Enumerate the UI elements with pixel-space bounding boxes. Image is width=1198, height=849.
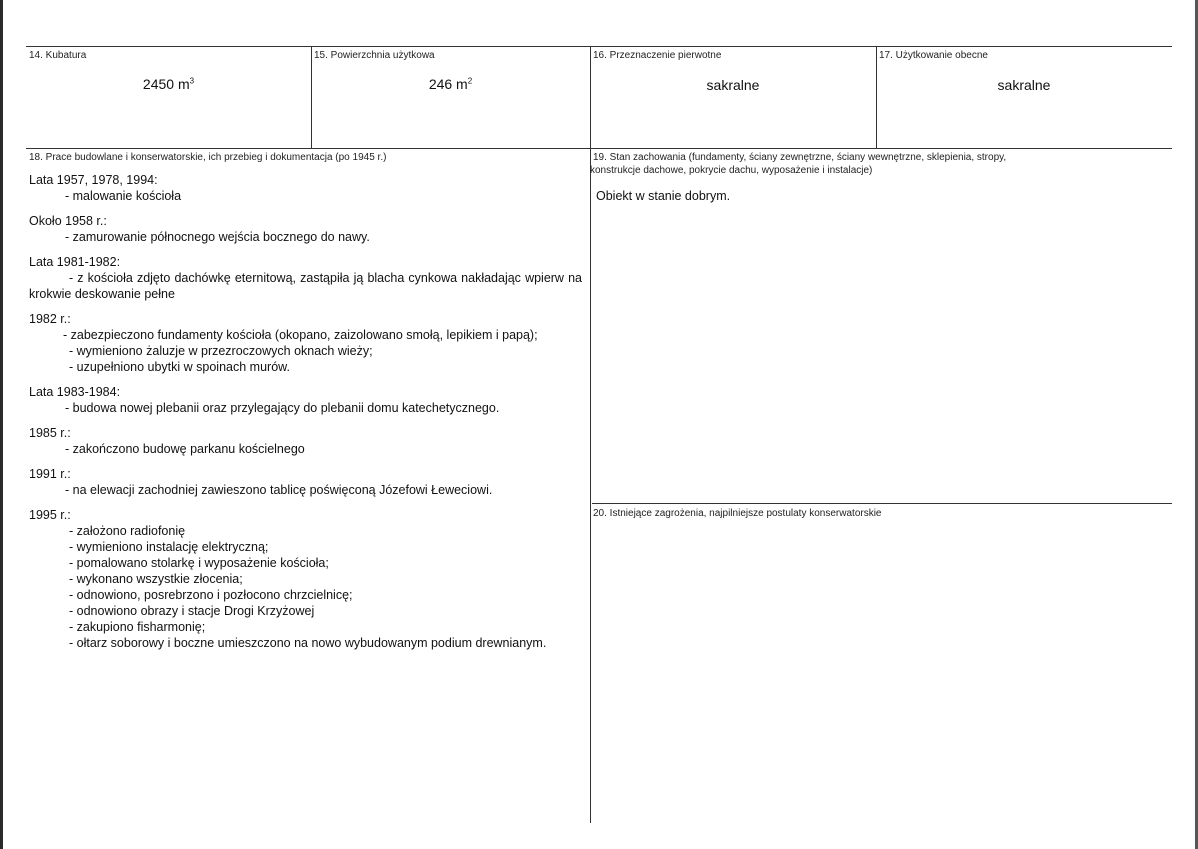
field-15-value <box>311 76 590 92</box>
entry-item: - wymieniono instalację elektryczną; <box>69 540 269 554</box>
entry-item: - malowanie kościoła <box>65 189 182 203</box>
entry-item: - pomalowano stolarkę i wyposażenie kościoła; <box>69 556 329 570</box>
field-19-label <box>590 151 1007 177</box>
kubatura-value: 2450 m <box>142 76 190 92</box>
entry-date: 1985 r.: <box>29 426 71 440</box>
entry-date: Około 1958 r.: <box>29 214 107 228</box>
field-20-label: 20. Istniejące zagrożenia, najpilniejsze postulaty konserwatorskie <box>593 508 882 519</box>
scan-edge-left <box>0 0 3 849</box>
entry-date: Lata 1983-1984: <box>29 385 121 399</box>
entry-item: - budowa nowej plebanii oraz przylegający do plebanii domu katechetycznego. <box>65 401 500 415</box>
entry-item: - uzupełniono ubytki w spoinach murów. <box>69 360 290 374</box>
field-19-value: Obiekt w stanie dobrym. <box>596 189 731 203</box>
entry-item: - odnowiono obrazy i stacje Drogi Krzyżowej <box>69 604 315 618</box>
works-entry <box>29 311 582 375</box>
entry-date: Lata 1981-1982: <box>29 255 121 269</box>
field-16-label: 16. Przeznaczenie pierwotne <box>593 50 722 61</box>
entry-item: - ołtarz soborowy i boczne umieszczono na nowo wybudowanym podium drewnianym. <box>69 636 547 650</box>
entry-date: Lata 1957, 1978, 1994: <box>29 173 158 187</box>
works-list <box>29 172 582 660</box>
entry-item: - założono radiofonię <box>69 524 186 538</box>
field-17-label: 17. Użytkowanie obecne <box>879 50 988 61</box>
entry-item: - wykonano wszystkie złocenia; <box>69 572 243 586</box>
entry-item: - zabezpieczono fundamenty kościoła (okopano, zaizolowano smołą, lepikiem i papą); <box>63 328 538 342</box>
works-entry <box>29 507 582 651</box>
top-rule <box>26 46 1172 47</box>
entry-item: - na elewacji zachodniej zawieszono tablicę poświęconą Józefowi Łeweciowi. <box>65 483 493 497</box>
powierzchnia-value: 246 m <box>428 76 468 92</box>
divider-16-17 <box>876 46 877 148</box>
field-19-label-line2: konstrukcje dachowe, pokrycie dachu, wyposażenie i instalacje) <box>590 165 873 176</box>
field-16-value: sakralne <box>706 77 760 93</box>
unit-exponent: 2 <box>467 76 473 86</box>
field-17-value: sakralne <box>997 77 1051 93</box>
field-15-label: 15. Powierzchnia użytkowa <box>314 50 435 61</box>
field-14-value <box>26 76 311 92</box>
entry-date: 1995 r.: <box>29 508 71 522</box>
field-19-label-line1: 19. Stan zachowania (fundamenty, ściany zewnętrzne, ściany wewnętrzne, sklepienia, stropy, <box>593 152 1007 163</box>
entry-item: - z kościoła zdjęto dachówkę eternitową, zastąpiła ją blacha cynkowa nakładając wpierw na krokwie deskowanie pełne <box>29 271 582 301</box>
works-entry <box>29 213 582 245</box>
entry-item: - wymieniono żaluzje w przezroczowych oknach wieży; <box>69 344 373 358</box>
divider-14-15 <box>311 46 312 148</box>
works-entry <box>29 254 582 302</box>
unit-exponent: 3 <box>189 76 195 86</box>
field-18-label: 18. Prace budowlane i konserwatorskie, ich przebieg i dokumentacja (po 1945 r.) <box>29 152 387 163</box>
middle-rule <box>26 148 1172 149</box>
works-entry <box>29 172 582 204</box>
works-entry <box>29 466 582 498</box>
entry-date: 1982 r.: <box>29 312 71 326</box>
entry-item: - zamurowanie północnego wejścia bocznego do nawy. <box>65 230 370 244</box>
divider-15-16 <box>590 46 591 823</box>
entry-item: - zakupiono fisharmonię; <box>69 620 206 634</box>
entry-date: 1991 r.: <box>29 467 71 481</box>
works-entry <box>29 384 582 416</box>
entry-item: - zakończono budowę parkanu kościelnego <box>65 442 305 456</box>
rule-field-20 <box>592 503 1172 504</box>
entry-item: - odnowiono, posrebrzono i pozłocono chrzcielnicę; <box>69 588 353 602</box>
field-14-label: 14. Kubatura <box>29 50 87 61</box>
works-entry <box>29 425 582 457</box>
